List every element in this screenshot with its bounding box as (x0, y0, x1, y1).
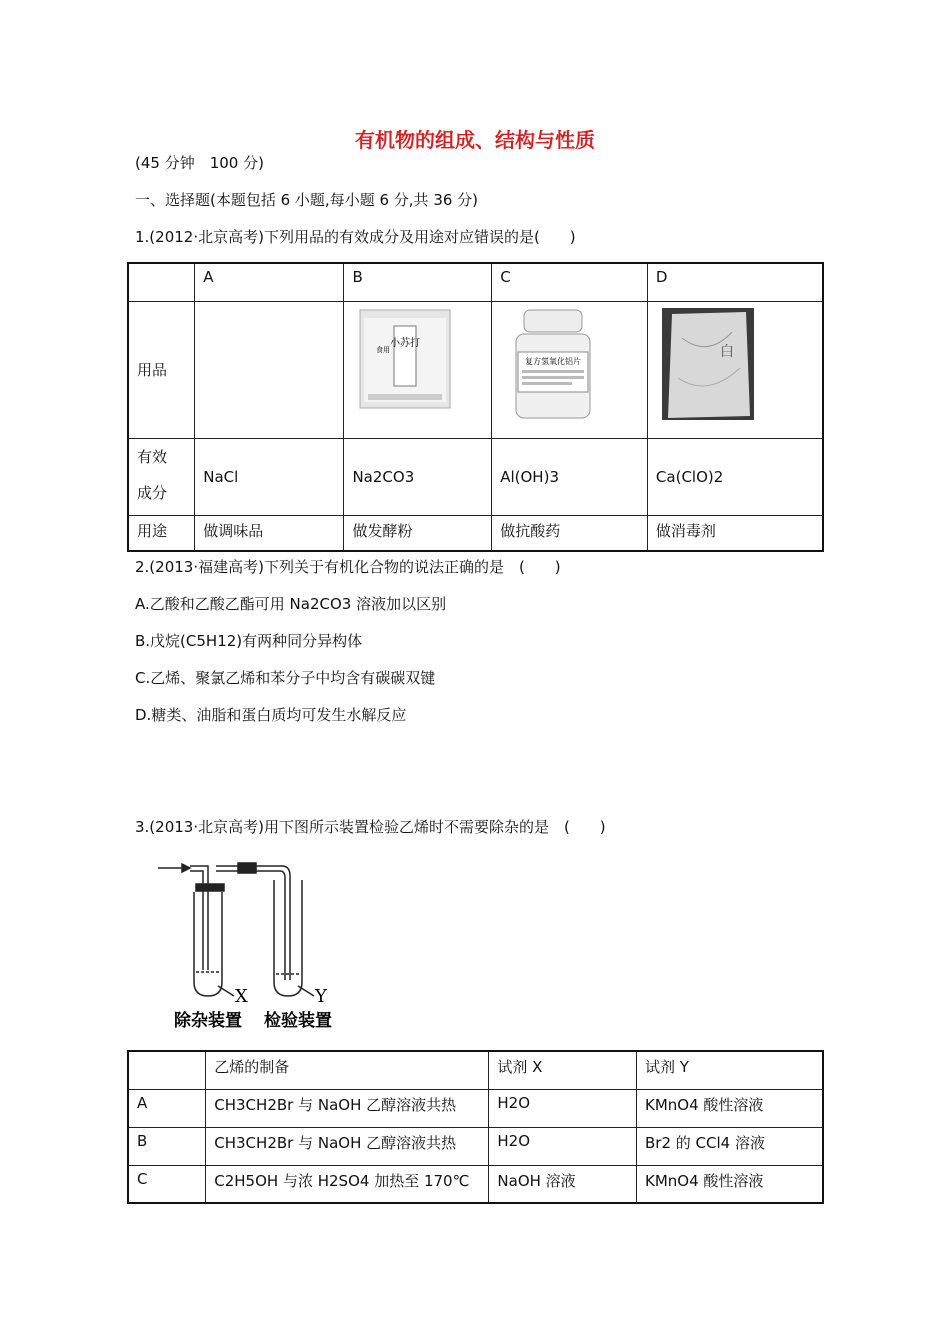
table-cell: KMnO4 酸性溶液 (637, 1089, 824, 1127)
use-cell: 做发酵粉 (344, 515, 492, 551)
label-y: Y (315, 986, 327, 1007)
package-label-text: 小苏打 (390, 337, 421, 349)
row-label-use: 用途 (128, 515, 195, 551)
item-cell-d (647, 301, 823, 438)
bag-label-text: 白 (719, 343, 734, 360)
inlet-tube (190, 866, 208, 970)
item-cell-a (195, 301, 344, 438)
question-2-option: A.乙酸和乙酸乙酯可用 Na2CO3 溶液加以区别 (135, 595, 447, 613)
connecting-tube (216, 866, 290, 980)
table-cell: NaOH 溶液 (489, 1165, 637, 1203)
table-header-cell: D (647, 263, 823, 301)
table-header-cell (128, 1051, 206, 1089)
table-row (128, 1165, 823, 1203)
table-header-cell: B (344, 263, 492, 301)
table-row (128, 1089, 823, 1127)
right-test-tube (274, 880, 302, 996)
row-label-item: 用品 (128, 301, 195, 438)
table-cell: C (128, 1165, 206, 1203)
caption-right: 检验装置 (264, 1011, 332, 1031)
bottle-label-text: 复方氢氧化铝片 (525, 356, 582, 366)
question-3-table (127, 1050, 824, 1204)
question-2-option: D.糖类、油脂和蛋白质均可发生水解反应 (135, 706, 407, 724)
table-cell: H2O (489, 1089, 637, 1127)
inlet-arrow-head (182, 864, 190, 872)
component-cell: NaCl (195, 438, 344, 515)
table-row (128, 1127, 823, 1165)
table-header-cell: A (195, 263, 344, 301)
page-title: 有机物的组成、结构与性质 (355, 128, 595, 152)
table-cell: KMnO4 酸性溶液 (637, 1165, 824, 1203)
question-2-stem: 2.(2013·福建高考)下列关于有机化合物的说法正确的是 ( ) (135, 558, 561, 576)
question-2-option: B.戊烷(C5H12)有两种同分异构体 (135, 632, 363, 650)
exam-meta: (45 分钟 100 分) (135, 154, 264, 172)
medicine-bottle-image (506, 308, 602, 420)
question-1-table (127, 262, 824, 552)
table-cell: CH3CH2Br 与 NaOH 乙醇溶液共热 (206, 1127, 489, 1165)
section-heading: 一、选择题(本题包括 6 小题,每小题 6 分,共 36 分) (135, 191, 479, 209)
table-header-cell (128, 263, 195, 301)
item-cell-b (344, 301, 492, 438)
table-header-cell: C (492, 263, 648, 301)
apparatus-figure (150, 850, 350, 1034)
component-cell: Al(OH)3 (492, 438, 648, 515)
caption-left: 除杂装置 (174, 1011, 242, 1031)
table-header-cell: 试剂 X (489, 1051, 637, 1089)
stopper (196, 884, 224, 891)
label-x: X (235, 986, 248, 1007)
table-header-cell: 乙烯的制备 (206, 1051, 489, 1089)
table-cell: B (128, 1127, 206, 1165)
item-cell-c (492, 301, 648, 438)
use-cell: 做消毒剂 (647, 515, 823, 551)
bleach-bag-image (662, 308, 754, 420)
row-label-component: 有效 成分 (128, 438, 195, 515)
table-cell: C2H5OH 与浓 H2SO4 加热至 170℃ (206, 1165, 489, 1203)
question-2-option: C.乙烯、聚氯乙烯和苯分子中均含有碳碳双键 (135, 669, 436, 687)
question-3-stem: 3.(2013·北京高考)用下图所示装置检验乙烯时不需要除杂的是 ( ) (135, 818, 606, 836)
table-cell: Br2 的 CCl4 溶液 (637, 1127, 824, 1165)
component-cell: Na2CO3 (344, 438, 492, 515)
use-cell: 做抗酸药 (492, 515, 648, 551)
table-cell: A (128, 1089, 206, 1127)
table-cell: CH3CH2Br 与 NaOH 乙醇溶液共热 (206, 1089, 489, 1127)
baking-soda-package-image (358, 308, 454, 412)
rubber-connector (238, 863, 256, 873)
question-1-stem: 1.(2012·北京高考)下列用品的有效成分及用途对应错误的是( ) (135, 228, 576, 246)
table-header-cell: 试剂 Y (637, 1051, 824, 1089)
package-sub-text: 食用 (376, 345, 391, 354)
table-cell: H2O (489, 1127, 637, 1165)
component-cell: Ca(ClO)2 (647, 438, 823, 515)
use-cell: 做调味品 (195, 515, 344, 551)
